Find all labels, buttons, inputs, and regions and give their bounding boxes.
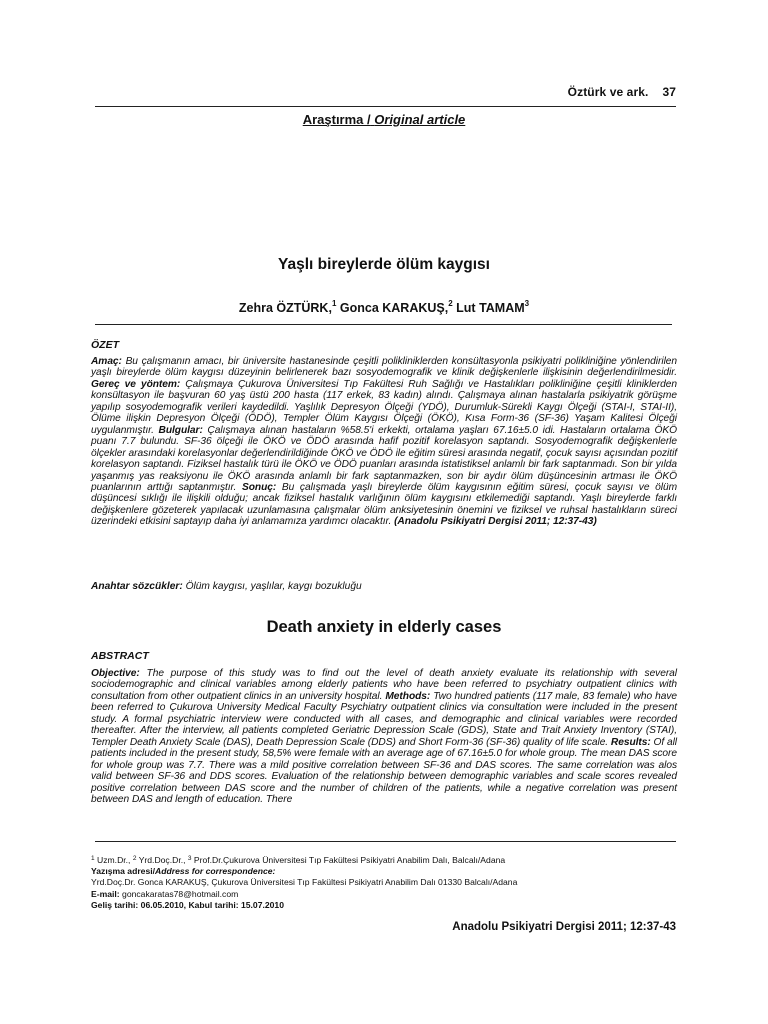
ozet-bulgular-label: Bulgular:	[158, 424, 203, 436]
email-line	[91, 889, 677, 900]
article-type-tr: Araştırma /	[302, 112, 371, 127]
correspondence-label	[91, 866, 677, 877]
article-type-en: Original article	[374, 112, 466, 127]
ozet-bulgular: Çalışmaya alınan hastaların %58.5'i erkekti, ortalama yaşları 67.16±5.0 idi. Hastaların ortalama ÖKÖ puanı 7.7 bulundu. SF-36 ölçeği ile ÖKÖ ve ÖDÖ arasında hafif pozitif korelasyon saptandı. Sosyodemografik değişkenlerle ölçekler arasındaki korelasyonlar değerlendirildiğinde ÖKÖ ve ÖDÖ ile eğitim süresi arasında negatif, çocuk sayısı açısından pozitif korelasyon saptandı. Fiziksel hastalık türü ile ÖKÖ ve ÖDÖ puanları arasında istatistiksel anlamlı bir fark saptanmadı. Son bir yılda yaşanmış yas reaksiyonu ile ÖKÖ arasında anlamlı bir fark saptanmazken, son bir aydır ölüm düşüncesinin artması ile ÖKÖ puanlarının arttığı saptanmıştır.	[91, 424, 677, 493]
affiliation-1: Uzm.Dr.,	[97, 855, 131, 865]
author-affiliation-mark: 3	[524, 299, 530, 308]
running-author: Öztürk ve ark.	[567, 85, 649, 99]
footnote-mark: 1	[91, 855, 95, 862]
running-header	[568, 85, 676, 99]
ozet-amac-label: Amaç:	[91, 356, 122, 367]
journal-citation-footer: Anadolu Psikiyatri Dergisi 2011; 12:37-43	[452, 921, 676, 933]
affiliation-3: Prof.Dr.Çukurova Üniversitesi Tıp Fakültesi Psikiyatri Anabilim Dalı, Balcalı/Adana	[193, 855, 506, 865]
abstract-methods: Two hundred patients (117 male, 83 female) who have been referred to Çukurova University Medical Faculty Psychiatry outpatient clinics via consultation were included in the present study. A formal psychiatric interview were conducted with all cases, and demographic and clinical variables were recorded thereafter. After the interview, all patients completed Geriatric Depression Scale (GDS), State and Trait Anxiety Inventory (STAI), Templer Death Anxiety Scale (DAS), Death Depression Scale (DDS) and Short Form-36 (SF-36) quality of life scale.	[91, 690, 678, 748]
keywords-text: Ölüm kaygısı, yaşlılar, kaygı bozukluğu	[185, 581, 362, 592]
correspondence-label-tr: Yazışma adresi/	[91, 866, 156, 877]
correspondence-address: Yrd.Doç.Dr. Gonca KARAKUŞ, Çukurova Üniversitesi Tıp Fakültesi Psikiyatri Anabilim Dalı 01330 Balcalı/Adana	[91, 877, 518, 888]
abstract-results: Of all patients included in the present study, 58,5% were female with an average age of 67.16±5.0 for whole group. The mean DAS score for whole group was 7.7. There was a mild positive correlation between SF-36 and DAS scores. The same correlation was alos valid between SF-36 and DDS scores. Evaluation of the relationship between demographic variables and scale scores revealed positive correlation between DAS score and the number of children of the patients, while a negative correlation was present between DAS and length of education. There	[91, 736, 678, 805]
abstract-objective: The purpose of this study was to find out the level of death anxiety evaluate its relationship with several sociodemographic and clinical variables among elderly patients who have been referred to psychiatry outpatient clinics with consultation from other outpatient clinics in an university hospital.	[91, 668, 678, 702]
abstract-objective-label: Objective:	[91, 668, 140, 679]
title-turkish: Yaşlı bireylerde ölüm kaygısı	[278, 256, 490, 273]
title-english: Death anxiety in elderly cases	[266, 618, 502, 636]
submission-dates: Geliş tarihi: 06.05.2010, Kabul tarihi: 15.07.2010	[91, 899, 284, 910]
footnote-mark: 2	[132, 855, 137, 862]
article-type	[0, 112, 768, 127]
ozet-yontem: Çalışmaya Çukurova Üniversitesi Tıp Fakültesi Ruh Sağlığı ve Hastalıkları polikliniğine çeşitli kliniklerden konsültasyon ile başvuran 60 yaş üstü 200 hasta (117 erkek, 83 kadın) alındı. Çalışmaya alınan hastalarla psikiyatrik görüşme yapılıp sosyodemografik verileri kaydedildi. Yaşlılık Depresyon Ölçeği (YDÖ), Durumluk-Sürekli Kaygı Ölçeği (STAI-I, STAI-II), Ölüme ilişkin Depresyon Ölçeği (ÖDÖ), Templer Ölüm Kaygısı Ölçeği (ÖKÖ), Kısa Form-36 (SF-36) Yaşam Kalitesi Ölçeği uygulanmıştır.	[91, 378, 677, 436]
ozet-label: ÖZET	[91, 339, 119, 351]
ozet-amac: Bu çalışmanın amacı, bir üniversite hastanesinde çeşitli polikliniklerden konsültasyonla psikiyatri polikliniğine yönlendirilen yaşlı bireylerde ölüm kaygısı düzeyinin belirlenerek bazı sosyodemografik ve klinik değişkenlerle ilişkisinin değerlendirilmesidir.	[91, 356, 678, 379]
author-name: Zehra ÖZTÜRK,	[238, 301, 332, 315]
keywords-label: Anahtar sözcükler:	[91, 581, 183, 592]
author-name: Gonca KARAKUŞ,	[339, 301, 449, 315]
author-list	[0, 299, 768, 315]
abstract-results-label: Results:	[610, 736, 651, 748]
footnotes	[91, 853, 677, 911]
ozet-sonuc-label: Sonuç:	[241, 481, 277, 493]
footnote-mark: 3	[187, 855, 192, 862]
email-label: E-mail:	[91, 888, 120, 899]
author-name: Lut TAMAM	[456, 301, 525, 315]
affiliations	[91, 853, 677, 866]
page-number: 37	[662, 85, 676, 99]
correspondence-label-en: Address for correspondence:	[155, 866, 276, 877]
header-rule	[95, 106, 676, 107]
email-address[interactable]: goncakaratas78@hotmail.com	[122, 888, 239, 899]
abstract-text	[91, 668, 677, 805]
ozet-citation: (Anadolu Psikiyatri Dergisi 2011; 12:37-43)	[394, 516, 597, 528]
abstract-label: ABSTRACT	[91, 650, 149, 662]
author-rule	[95, 324, 672, 325]
abstract-methods-label: Methods:	[385, 690, 431, 702]
ozet-sonuc: Bu çalışmada yaşlı bireylerde ölüm kaygısının eğitim süresi, çocuk sayısı ve ölüm düşüncesi sıklığı ile ilişkili olduğu; ancak fiziksel hastalık varlığının ölüm kaygısını etkilemediği saptandı. Yaşlı bireylerde farklı değişkenlere gözeterek yapılacak uzunlamasına çalışmalar ölüm anksiyetesinin önemini ve fiziksel ve ruhsal hastalıkların süreci üzerindeki etkisini saptayıp daha iyi anlamamıza yardımcı olacaktır.	[91, 481, 678, 528]
ozet-text	[91, 356, 677, 528]
affiliation-2: Yrd.Doç.Dr.,	[138, 855, 186, 865]
ozet-yontem-label: Gereç ve yöntem:	[91, 378, 181, 390]
author-affiliation-mark: 2	[448, 299, 453, 308]
keywords-turkish	[91, 581, 677, 592]
author-affiliation-mark: 1	[331, 299, 337, 308]
footnote-rule	[95, 841, 676, 842]
